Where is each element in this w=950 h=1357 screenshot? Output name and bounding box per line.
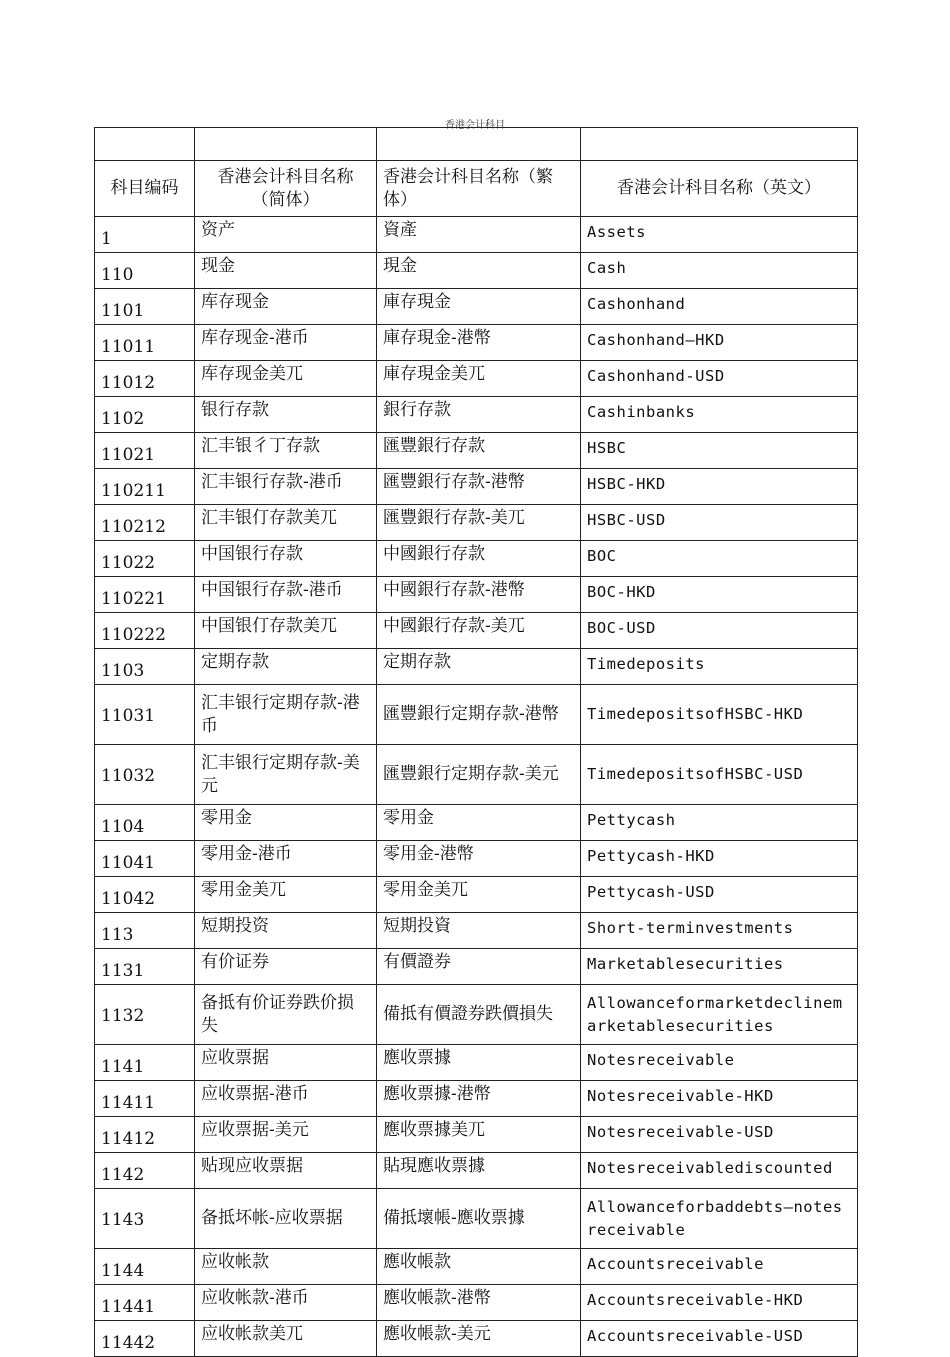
blank-row [95, 128, 858, 161]
account-code-cell: 11412 [95, 1117, 195, 1153]
table-row [95, 253, 858, 289]
name-english-cell: HSBC [581, 433, 858, 469]
name-english-cell: Notesreceivable-HKD [581, 1081, 858, 1117]
name-simplified-cell: 库存现金-港币 [195, 325, 377, 361]
header-row [95, 161, 858, 217]
name-english-cell: Notesreceivable-USD [581, 1117, 858, 1153]
name-traditional-cell: 現金 [377, 253, 581, 289]
name-english-cell: HSBC-USD [581, 505, 858, 541]
name-traditional-cell: 匯豐銀行存款-港幣 [377, 469, 581, 505]
account-code-cell: 1143 [95, 1189, 195, 1249]
name-simplified-cell: 贴现应收票据 [195, 1153, 377, 1189]
account-code-cell: 110212 [95, 505, 195, 541]
account-code-cell: 1102 [95, 397, 195, 433]
table-row [95, 805, 858, 841]
table-row [95, 1117, 858, 1153]
name-simplified-cell: 备抵有价证券跌价损失 [195, 985, 377, 1045]
name-simplified-cell: 汇丰银彳丁存款 [195, 433, 377, 469]
account-code-cell: 11011 [95, 325, 195, 361]
account-code-cell: 110221 [95, 577, 195, 613]
table-row [95, 217, 858, 253]
name-english-cell: HSBC-HKD [581, 469, 858, 505]
account-code-cell: 11031 [95, 685, 195, 745]
account-code-cell: 1103 [95, 649, 195, 685]
name-english-cell: Cashonhand [581, 289, 858, 325]
name-english-cell: Accountsreceivable [581, 1249, 858, 1285]
name-simplified-cell: 库存现金 [195, 289, 377, 325]
name-simplified-cell: 应收帐款 [195, 1249, 377, 1285]
name-traditional-cell: 資產 [377, 217, 581, 253]
header-name-simplified: 香港会计科目名称（简体） [195, 161, 377, 217]
name-english-cell: Cashinbanks [581, 397, 858, 433]
account-code-cell: 1 [95, 217, 195, 253]
name-traditional-cell: 備抵壞帳-應收票據 [377, 1189, 581, 1249]
name-english-cell: TimedepositsofHSBC-USD [581, 745, 858, 805]
table-row [95, 685, 858, 745]
account-code-cell: 11022 [95, 541, 195, 577]
table-row [95, 913, 858, 949]
table-row [95, 1045, 858, 1081]
name-simplified-cell: 应收帐款美兀 [195, 1321, 377, 1357]
name-english-cell: TimedepositsofHSBC-HKD [581, 685, 858, 745]
table-row [95, 1081, 858, 1117]
name-traditional-cell: 匯豐銀行定期存款-港幣 [377, 685, 581, 745]
table-row [95, 325, 858, 361]
account-code-cell: 1132 [95, 985, 195, 1045]
name-simplified-cell: 汇丰银行定期存款-港币 [195, 685, 377, 745]
table-row [95, 1153, 858, 1189]
account-code-cell: 110211 [95, 469, 195, 505]
name-english-cell: BOC [581, 541, 858, 577]
table-row [95, 649, 858, 685]
table-row [95, 745, 858, 805]
name-traditional-cell: 零用金-港幣 [377, 841, 581, 877]
name-english-cell: Accountsreceivable-HKD [581, 1285, 858, 1321]
table-row [95, 469, 858, 505]
document-title: 香港会计科目 [445, 120, 505, 131]
name-english-cell: BOC-USD [581, 613, 858, 649]
table-row [95, 433, 858, 469]
name-english-cell: Assets [581, 217, 858, 253]
table-row [95, 1189, 858, 1249]
table-row [95, 985, 858, 1045]
name-simplified-cell: 中国银仃存款美兀 [195, 613, 377, 649]
name-english-cell: Timedeposits [581, 649, 858, 685]
name-english-cell: Allowanceformarketdeclinemarketablesecurities [581, 985, 858, 1045]
name-traditional-cell: 銀行存款 [377, 397, 581, 433]
header-name-traditional: 香港会计科目名称（繁体） [377, 161, 581, 217]
account-code-cell: 1131 [95, 949, 195, 985]
name-simplified-cell: 中国银行存款-港币 [195, 577, 377, 613]
name-traditional-cell: 應收票據美兀 [377, 1117, 581, 1153]
name-traditional-cell: 匯豐銀行存款-美兀 [377, 505, 581, 541]
name-traditional-cell: 零用金美兀 [377, 877, 581, 913]
name-english-cell: Short-terminvestments [581, 913, 858, 949]
account-code-cell: 11042 [95, 877, 195, 913]
name-english-cell: Pettycash-HKD [581, 841, 858, 877]
name-traditional-cell: 零用金 [377, 805, 581, 841]
name-traditional-cell: 有價證券 [377, 949, 581, 985]
name-traditional-cell: 應收帳款-美元 [377, 1321, 581, 1357]
name-simplified-cell: 备抵坏帐-应收票据 [195, 1189, 377, 1249]
name-traditional-cell: 備抵有價證券跌價損失 [377, 985, 581, 1045]
name-simplified-cell: 应收票据-美元 [195, 1117, 377, 1153]
name-english-cell: Cashonhand—HKD [581, 325, 858, 361]
name-english-cell: Accountsreceivable-USD [581, 1321, 858, 1357]
table-row [95, 577, 858, 613]
name-traditional-cell: 應收票據 [377, 1045, 581, 1081]
name-simplified-cell: 现金 [195, 253, 377, 289]
name-traditional-cell: 庫存現金-港幣 [377, 325, 581, 361]
name-simplified-cell: 有价证券 [195, 949, 377, 985]
account-code-cell: 11442 [95, 1321, 195, 1357]
header-name-english: 香港会计科目名称（英文） [581, 161, 858, 217]
name-simplified-cell: 应收票据-港币 [195, 1081, 377, 1117]
name-simplified-cell: 汇丰银行定期存款-美元 [195, 745, 377, 805]
account-code-cell: 11041 [95, 841, 195, 877]
account-code-cell: 1141 [95, 1045, 195, 1081]
name-traditional-cell: 匯豐銀行存款 [377, 433, 581, 469]
account-code-cell: 11441 [95, 1285, 195, 1321]
account-code-cell: 1101 [95, 289, 195, 325]
name-traditional-cell: 庫存現金 [377, 289, 581, 325]
account-code-cell: 110 [95, 253, 195, 289]
name-english-cell: Cashonhand-USD [581, 361, 858, 397]
name-traditional-cell: 匯豐銀行定期存款-美元 [377, 745, 581, 805]
accounts-table [94, 127, 858, 1357]
table-row [95, 949, 858, 985]
table-row [95, 877, 858, 913]
name-english-cell: Notesreceivablediscounted [581, 1153, 858, 1189]
name-english-cell: Pettycash [581, 805, 858, 841]
table-row [95, 361, 858, 397]
account-code-cell: 11021 [95, 433, 195, 469]
name-simplified-cell: 银行存款 [195, 397, 377, 433]
name-traditional-cell: 中國銀行存款-港幣 [377, 577, 581, 613]
name-english-cell: Allowanceforbaddebts—notesreceivable [581, 1189, 858, 1249]
name-english-cell: Marketablesecurities [581, 949, 858, 985]
account-code-cell: 110222 [95, 613, 195, 649]
name-english-cell: Cash [581, 253, 858, 289]
account-code-cell: 1142 [95, 1153, 195, 1189]
name-traditional-cell: 應收票據-港幣 [377, 1081, 581, 1117]
name-simplified-cell: 库存现金美兀 [195, 361, 377, 397]
account-code-cell: 1144 [95, 1249, 195, 1285]
name-simplified-cell: 零用金-港币 [195, 841, 377, 877]
table-row [95, 613, 858, 649]
account-code-cell: 11032 [95, 745, 195, 805]
name-traditional-cell: 庫存現金美兀 [377, 361, 581, 397]
name-simplified-cell: 汇丰银行存款-港币 [195, 469, 377, 505]
table-row [95, 289, 858, 325]
name-english-cell: Pettycash-USD [581, 877, 858, 913]
table-row [95, 841, 858, 877]
name-traditional-cell: 中國銀行存款 [377, 541, 581, 577]
table-row [95, 397, 858, 433]
table-row [95, 1249, 858, 1285]
header-code: 科目编码 [95, 161, 195, 217]
table-row [95, 505, 858, 541]
name-english-cell: BOC-HKD [581, 577, 858, 613]
name-simplified-cell: 定期存款 [195, 649, 377, 685]
table-row [95, 1321, 858, 1357]
name-english-cell: Notesreceivable [581, 1045, 858, 1081]
name-simplified-cell: 零用金美兀 [195, 877, 377, 913]
name-simplified-cell: 零用金 [195, 805, 377, 841]
name-traditional-cell: 貼現應收票據 [377, 1153, 581, 1189]
name-simplified-cell: 短期投资 [195, 913, 377, 949]
name-traditional-cell: 中國銀行存款-美兀 [377, 613, 581, 649]
table-row [95, 1285, 858, 1321]
name-traditional-cell: 短期投資 [377, 913, 581, 949]
name-simplified-cell: 应收帐款-港币 [195, 1285, 377, 1321]
name-simplified-cell: 汇丰银仃存款美兀 [195, 505, 377, 541]
name-traditional-cell: 應收帳款 [377, 1249, 581, 1285]
account-code-cell: 1104 [95, 805, 195, 841]
account-code-cell: 113 [95, 913, 195, 949]
name-simplified-cell: 应收票据 [195, 1045, 377, 1081]
name-traditional-cell: 定期存款 [377, 649, 581, 685]
table-row [95, 541, 858, 577]
name-traditional-cell: 應收帳款-港幣 [377, 1285, 581, 1321]
name-simplified-cell: 中国银行存款 [195, 541, 377, 577]
account-code-cell: 11411 [95, 1081, 195, 1117]
account-code-cell: 11012 [95, 361, 195, 397]
name-simplified-cell: 资产 [195, 217, 377, 253]
